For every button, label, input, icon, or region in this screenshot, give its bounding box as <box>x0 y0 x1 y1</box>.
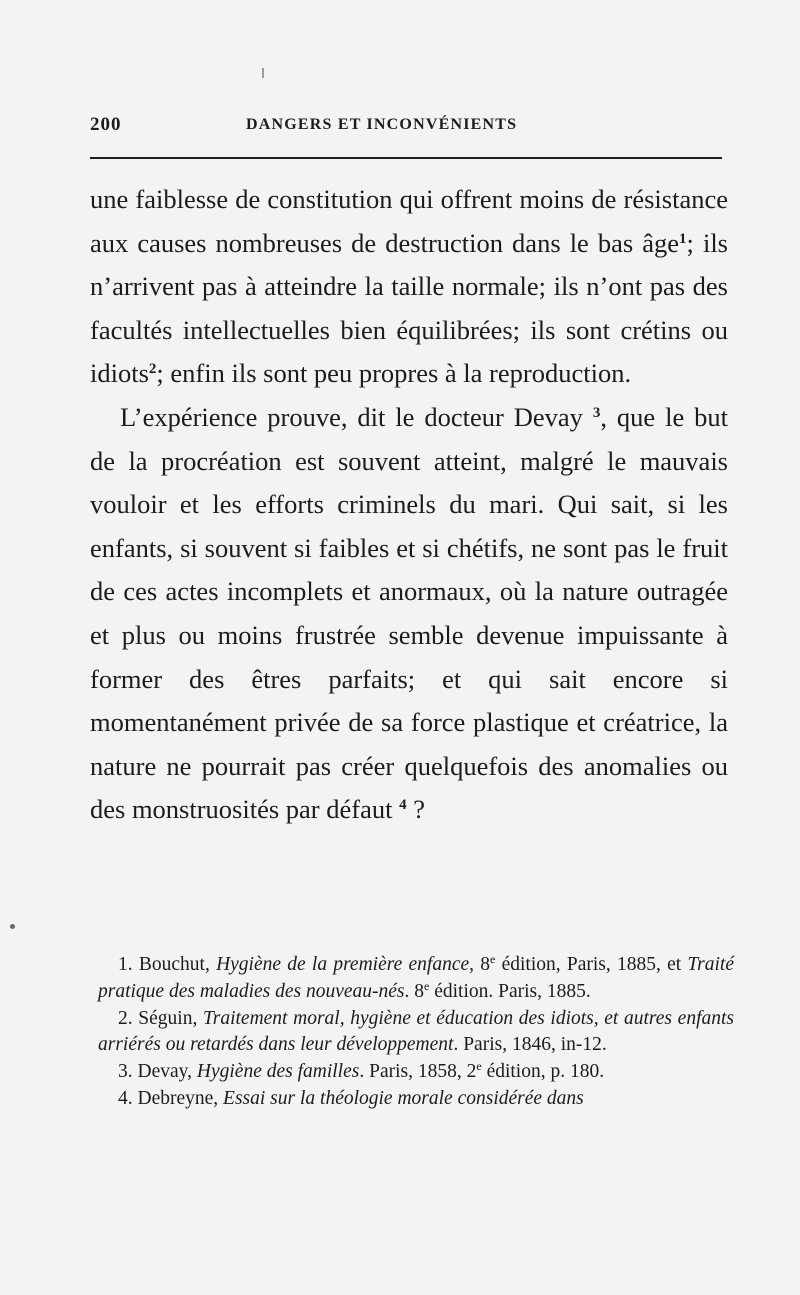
footnote-text: édition, p. 180. <box>481 1061 605 1083</box>
text-run: une faiblesse de constitution qui offrent moins de résistance aux causes nombreuses de destruction dans le bas âge <box>90 184 728 258</box>
footnote-text: 4. Debreyne, <box>118 1087 224 1109</box>
footnote-ref-2: 2 <box>148 361 157 378</box>
main-text <box>90 178 728 832</box>
edition-sup: e <box>476 1059 482 1074</box>
footnote-text: édition, Paris, 1885, et <box>495 954 688 975</box>
footnote-text: 3. Devay, <box>118 1061 197 1083</box>
text-run: ; enfin ils sont peu propres à la reproduction. <box>156 358 632 389</box>
page-header <box>90 114 730 140</box>
footnote-title: Traité pratique des maladies des nouveau-nés <box>98 954 735 1002</box>
footnote-ref-1: 1 <box>679 230 687 247</box>
footnote-4 <box>98 1086 734 1113</box>
text-run: L’expérience prouve, dit le docteur Devay <box>120 401 583 432</box>
page-number: 200 <box>90 114 122 135</box>
footnote-text: , 8 <box>469 954 491 975</box>
footnote-3 <box>98 1059 734 1086</box>
footnote-text: . 8 <box>404 980 425 1002</box>
text-run: , que le but de la procréation est souvent atteint, malgré le mauvais vouloir et les efforts criminels du mari. Qui sait, si les enfants, si souvent si faibles et si chétifs, ne sont pas le fruit de ces actes incomplets et anormaux, où la nature outragée et plus ou moins frustrée semble devenue impuissante à former des êtres parfaits; et qui sait encore si momentanément privée de sa force plastique et créatrice, la nature ne pourrait pas créer quelquefois des anomalies ou des monstruosités par défaut <box>90 401 729 825</box>
footnote-title: Traitement moral, hygiène et éducation des idiots, et autres enfants arriérés ou retardés dans leur développement <box>98 1007 734 1056</box>
footnotes <box>98 952 734 1113</box>
footnote-text: 1. Bouchut, <box>118 954 217 975</box>
edition-sup: e <box>424 978 430 993</box>
paragraph-2 <box>90 396 728 832</box>
footnote-text: . Paris, 1858, 2 <box>359 1061 477 1083</box>
footnote-1 <box>98 952 734 1006</box>
footnote-text: 2. Séguin, <box>118 1007 203 1029</box>
footnote-title: Hygiène des familles <box>196 1061 360 1083</box>
footnote-ref-3: 3 <box>592 404 601 421</box>
footnote-text: . Paris, 1846, in-12. <box>453 1034 607 1056</box>
scan-speck <box>10 924 15 929</box>
running-title: DANGERS ET INCONVÉNIENTS <box>246 116 518 133</box>
scan-speck <box>262 68 264 78</box>
footnote-2 <box>98 1006 734 1060</box>
edition-sup: e <box>490 952 496 966</box>
footnote-ref-4: 4 <box>399 797 407 814</box>
header-rule <box>90 157 722 159</box>
footnote-title: Hygiène de la première enfance <box>216 954 470 975</box>
paragraph-1 <box>90 178 728 396</box>
text-run: ; ils n’arrivent pas à atteindre la taille normale; ils n’ont pas des facultés intellectuelles bien équilibrées; ils sont crétins ou idiots <box>90 227 728 389</box>
footnote-title: Essai sur la théologie morale considérée dans <box>223 1087 584 1109</box>
text-run: ? <box>406 794 425 825</box>
footnote-text: édition. Paris, 1885. <box>429 980 591 1002</box>
